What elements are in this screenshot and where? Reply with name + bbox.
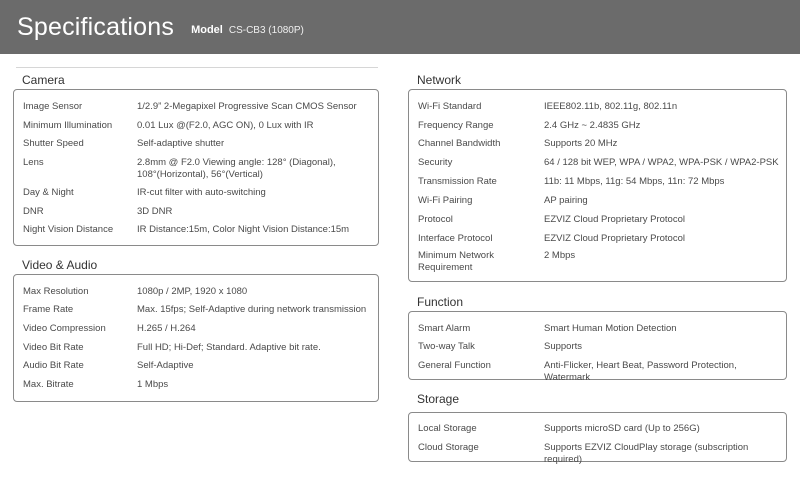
spec-key: General Function bbox=[418, 360, 491, 371]
spec-key: Frequency Range bbox=[418, 120, 494, 131]
spec-value: AP pairing bbox=[544, 195, 588, 206]
spec-key: Local Storage bbox=[418, 423, 477, 434]
spec-row bbox=[23, 224, 372, 236]
function-section-title: Function bbox=[417, 295, 464, 309]
spec-key: Shutter Speed bbox=[23, 138, 84, 149]
network-spec-box bbox=[408, 89, 787, 282]
spec-row bbox=[418, 214, 780, 226]
spec-value: 1080p / 2MP, 1920 x 1080 bbox=[137, 286, 248, 297]
spec-value: 11b: 11 Mbps, 11g: 54 Mbps, 11n: 72 Mbps bbox=[544, 176, 725, 187]
spec-key: Max. Bitrate bbox=[23, 379, 74, 390]
storage-spec-box bbox=[408, 412, 787, 465]
spec-key: Audio Bit Rate bbox=[23, 360, 84, 371]
spec-value: 0.01 Lux @(F2.0, AGC ON), 0 Lux with IR bbox=[137, 120, 314, 131]
spec-value: Anti-Flicker, Heart Beat, Password Protection, Watermark bbox=[544, 360, 737, 383]
spec-row bbox=[23, 138, 372, 150]
spec-row bbox=[23, 120, 372, 132]
spec-key: Wi-Fi Pairing bbox=[418, 195, 473, 206]
spec-key: DNR bbox=[23, 206, 44, 217]
spec-key: Channel Bandwidth bbox=[418, 138, 501, 149]
spec-row bbox=[418, 442, 780, 465]
page-title: Specifications bbox=[17, 12, 175, 41]
spec-value: Supports microSD card (Up to 256G) bbox=[544, 423, 700, 434]
camera-section-title: Camera bbox=[22, 73, 65, 87]
spec-value: EZVIZ Cloud Proprietary Protocol bbox=[544, 214, 685, 225]
network-section-title: Network bbox=[417, 73, 462, 87]
spec-key: Transmission Rate bbox=[418, 176, 497, 187]
spec-key: Night Vision Distance bbox=[23, 224, 114, 235]
spec-row bbox=[418, 360, 780, 383]
spec-value: 2.4 GHz ~ 2.4835 GHz bbox=[544, 120, 641, 131]
spec-row bbox=[418, 423, 780, 435]
camera-spec-box bbox=[13, 89, 379, 246]
spec-row bbox=[418, 323, 780, 335]
spec-key: Minimum Network Requirement bbox=[418, 250, 495, 273]
spec-row bbox=[418, 195, 780, 207]
spec-value: Max. 15fps; Self-Adaptive during network transmission bbox=[137, 304, 367, 315]
spec-value: 64 / 128 bit WEP, WPA / WPA2, WPA-PSK / WPA2-PSK bbox=[544, 157, 779, 168]
spec-value: Full HD; Hi-Def; Standard. Adaptive bit rate. bbox=[137, 342, 321, 353]
spec-key: Wi-Fi Standard bbox=[418, 101, 482, 112]
spec-row bbox=[23, 379, 372, 391]
spec-value: Smart Human Motion Detection bbox=[544, 323, 677, 334]
spec-row bbox=[23, 157, 372, 180]
spec-row bbox=[418, 120, 780, 132]
spec-key: Frame Rate bbox=[23, 304, 74, 315]
spec-key: Cloud Storage bbox=[418, 442, 479, 453]
spec-row bbox=[23, 360, 372, 372]
spec-value: 3D DNR bbox=[137, 206, 173, 217]
spec-value: Supports 20 MHz bbox=[544, 138, 618, 149]
spec-row bbox=[23, 323, 372, 335]
spec-key: Two-way Talk bbox=[418, 341, 475, 352]
spec-row bbox=[418, 138, 780, 150]
spec-value: 1 Mbps bbox=[137, 379, 169, 390]
spec-value: H.265 / H.264 bbox=[137, 323, 196, 334]
function-spec-box bbox=[408, 311, 787, 383]
spec-key: Day & Night bbox=[23, 187, 74, 198]
spec-key: Security bbox=[418, 157, 453, 168]
spec-row bbox=[418, 157, 780, 169]
spec-row bbox=[23, 206, 372, 218]
spec-key: Minimum Illumination bbox=[23, 120, 113, 131]
spec-key: Protocol bbox=[418, 214, 453, 225]
spec-key: Max Resolution bbox=[23, 286, 89, 297]
camera-title-rule bbox=[16, 67, 378, 68]
video-audio-section-title: Video & Audio bbox=[22, 258, 98, 272]
spec-value: 1/2.9” 2-Megapixel Progressive Scan CMOS Sensor bbox=[137, 101, 357, 112]
spec-row bbox=[23, 187, 372, 199]
video-audio-spec-box bbox=[13, 274, 379, 402]
spec-value: 2 Mbps bbox=[544, 250, 576, 261]
spec-value: Supports bbox=[544, 341, 583, 352]
spec-value: EZVIZ Cloud Proprietary Protocol bbox=[544, 233, 685, 244]
model-label: Model bbox=[191, 24, 223, 36]
spec-row bbox=[23, 101, 372, 113]
spec-key: Smart Alarm bbox=[418, 323, 471, 334]
spec-value: IR-cut filter with auto-switching bbox=[137, 187, 266, 198]
spec-row bbox=[418, 176, 780, 188]
page-header bbox=[0, 0, 800, 54]
spec-key: Video Compression bbox=[23, 323, 106, 334]
spec-key: Lens bbox=[23, 157, 44, 168]
spec-row bbox=[418, 341, 780, 353]
spec-value: IR Distance:15m, Color Night Vision Distance:15m bbox=[137, 224, 350, 235]
spec-key: Interface Protocol bbox=[418, 233, 493, 244]
spec-value: Supports EZVIZ CloudPlay storage (subscription required) bbox=[544, 442, 749, 465]
spec-value: 2.8mm @ F2.0 Viewing angle: 128° (Diagonal), 108°(Horizontal), 56°(Vertical) bbox=[137, 157, 336, 180]
spec-row bbox=[418, 250, 780, 273]
spec-row bbox=[23, 342, 372, 354]
spec-value: Self-Adaptive bbox=[137, 360, 194, 371]
storage-section-title: Storage bbox=[417, 392, 460, 406]
spec-value: Self-adaptive shutter bbox=[137, 138, 225, 149]
model-value: CS-CB3 (1080P) bbox=[228, 24, 304, 36]
spec-row bbox=[23, 286, 372, 298]
spec-row bbox=[23, 304, 372, 316]
spec-row bbox=[418, 101, 780, 113]
spec-key: Image Sensor bbox=[23, 101, 83, 112]
spec-row bbox=[418, 233, 780, 245]
spec-key: Video Bit Rate bbox=[23, 342, 84, 353]
spec-value: IEEE802.11b, 802.11g, 802.11n bbox=[544, 101, 678, 112]
